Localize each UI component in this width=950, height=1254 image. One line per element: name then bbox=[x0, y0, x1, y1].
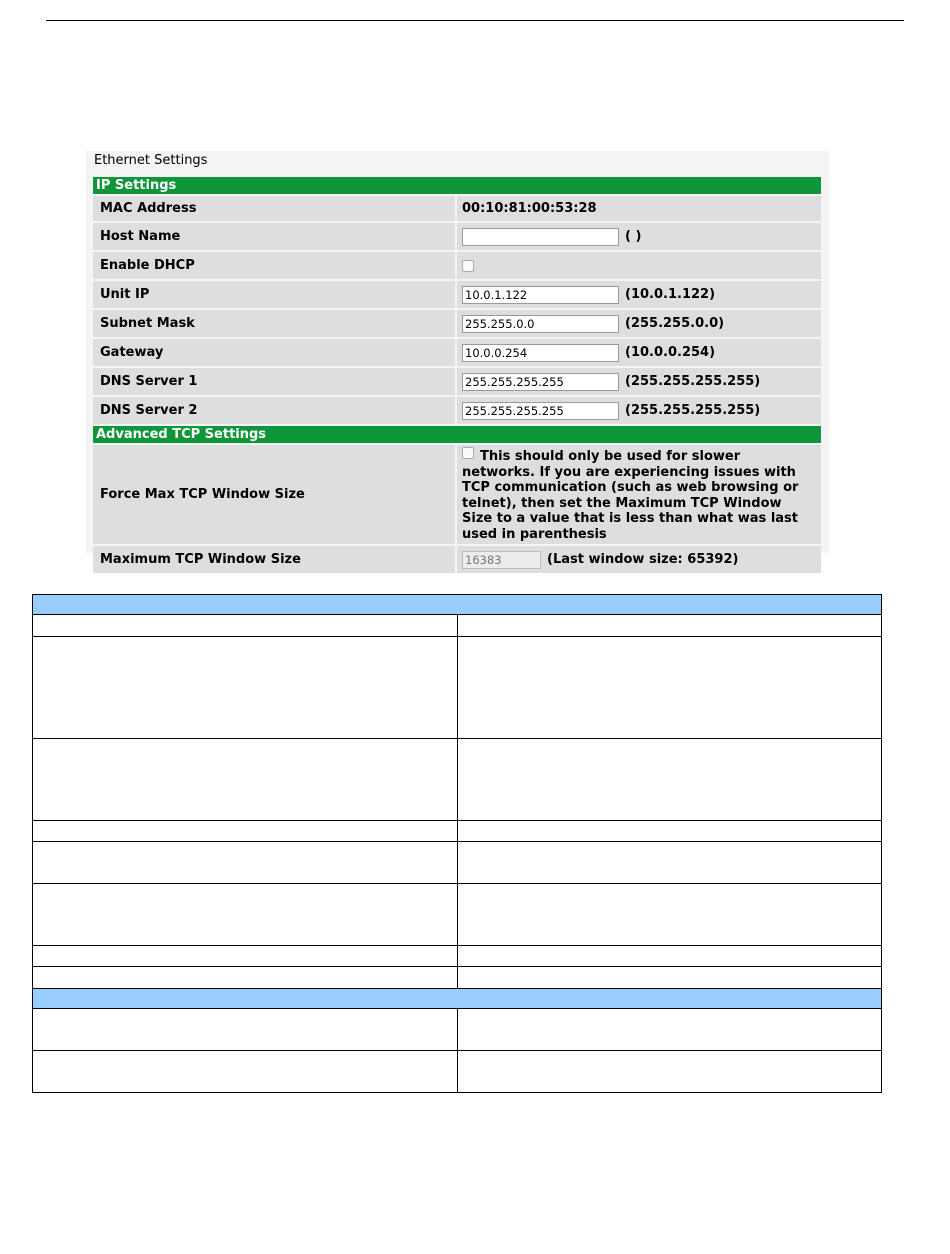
row-force-max-tcp bbox=[93, 445, 821, 544]
host-name-hint: ( ) bbox=[625, 229, 642, 244]
table-row bbox=[33, 1051, 882, 1093]
unit-ip-input[interactable]: 10.0.1.122 bbox=[462, 286, 619, 304]
subnet-mask-input[interactable]: 255.255.0.0 bbox=[462, 315, 619, 333]
force-max-tcp-description: This should only be used for slower networks. If you are experiencing issues with TCP communication (such as web browsing or telnet), then set the Maximum TCP Window Size to a value that is less than what was last used in parenthesis bbox=[462, 449, 799, 542]
ethernet-settings-panel bbox=[86, 151, 829, 567]
table-row bbox=[33, 946, 882, 967]
table-row bbox=[33, 739, 882, 821]
field-label: Maximum TCP Window Size bbox=[93, 546, 457, 573]
row-mac-address bbox=[93, 196, 821, 221]
page-top-rule bbox=[46, 20, 904, 21]
field-label: Gateway bbox=[93, 339, 457, 366]
reference-header-row bbox=[33, 595, 882, 615]
row-gateway bbox=[93, 339, 821, 366]
subnet-mask-hint: (255.255.0.0) bbox=[625, 316, 725, 331]
table-row bbox=[33, 615, 882, 637]
reference-header-row bbox=[33, 989, 882, 1009]
table-row bbox=[33, 821, 882, 842]
table-row bbox=[33, 637, 882, 739]
dns-server-2-input[interactable]: 255.255.255.255 bbox=[462, 402, 619, 420]
row-dns-server-2 bbox=[93, 397, 821, 424]
row-dns-server-1 bbox=[93, 368, 821, 395]
panel-title: Ethernet Settings bbox=[94, 153, 208, 168]
field-label: DNS Server 1 bbox=[93, 368, 457, 395]
enable-dhcp-checkbox[interactable] bbox=[462, 260, 474, 272]
host-name-input[interactable] bbox=[462, 228, 619, 246]
section-header-ip bbox=[93, 177, 821, 194]
mac-address-value: 00:10:81:00:53:28 bbox=[457, 196, 821, 221]
table-row bbox=[33, 842, 882, 884]
section-header-advanced-tcp bbox=[93, 426, 821, 443]
field-label: DNS Server 2 bbox=[93, 397, 457, 424]
field-label: MAC Address bbox=[93, 196, 457, 221]
reference-table bbox=[32, 594, 882, 1093]
gateway-hint: (10.0.0.254) bbox=[625, 345, 716, 360]
table-row bbox=[33, 967, 882, 989]
row-host-name bbox=[93, 223, 821, 250]
dns-server-1-input[interactable]: 255.255.255.255 bbox=[462, 373, 619, 391]
table-row bbox=[33, 884, 882, 946]
max-tcp-window-input: 16383 bbox=[462, 551, 541, 569]
row-enable-dhcp bbox=[93, 252, 821, 279]
row-unit-ip bbox=[93, 281, 821, 308]
field-label: Subnet Mask bbox=[93, 310, 457, 337]
unit-ip-hint: (10.0.1.122) bbox=[625, 287, 716, 302]
field-label: Unit IP bbox=[93, 281, 457, 308]
row-subnet-mask bbox=[93, 310, 821, 337]
field-label: Enable DHCP bbox=[93, 252, 457, 279]
field-label: Force Max TCP Window Size bbox=[93, 445, 457, 544]
header-cell bbox=[33, 595, 882, 615]
dns-server-1-hint: (255.255.255.255) bbox=[625, 374, 761, 389]
settings-table bbox=[93, 175, 821, 575]
header-cell bbox=[33, 989, 882, 1009]
last-window-size-hint: (Last window size: 65392) bbox=[547, 552, 739, 567]
section-label: IP Settings bbox=[93, 177, 821, 194]
force-max-tcp-checkbox[interactable] bbox=[462, 447, 474, 459]
section-label: Advanced TCP Settings bbox=[93, 426, 821, 443]
field-label: Host Name bbox=[93, 223, 457, 250]
row-max-tcp-window bbox=[93, 546, 821, 573]
dns-server-2-hint: (255.255.255.255) bbox=[625, 403, 761, 418]
gateway-input[interactable]: 10.0.0.254 bbox=[462, 344, 619, 362]
table-row bbox=[33, 1009, 882, 1051]
